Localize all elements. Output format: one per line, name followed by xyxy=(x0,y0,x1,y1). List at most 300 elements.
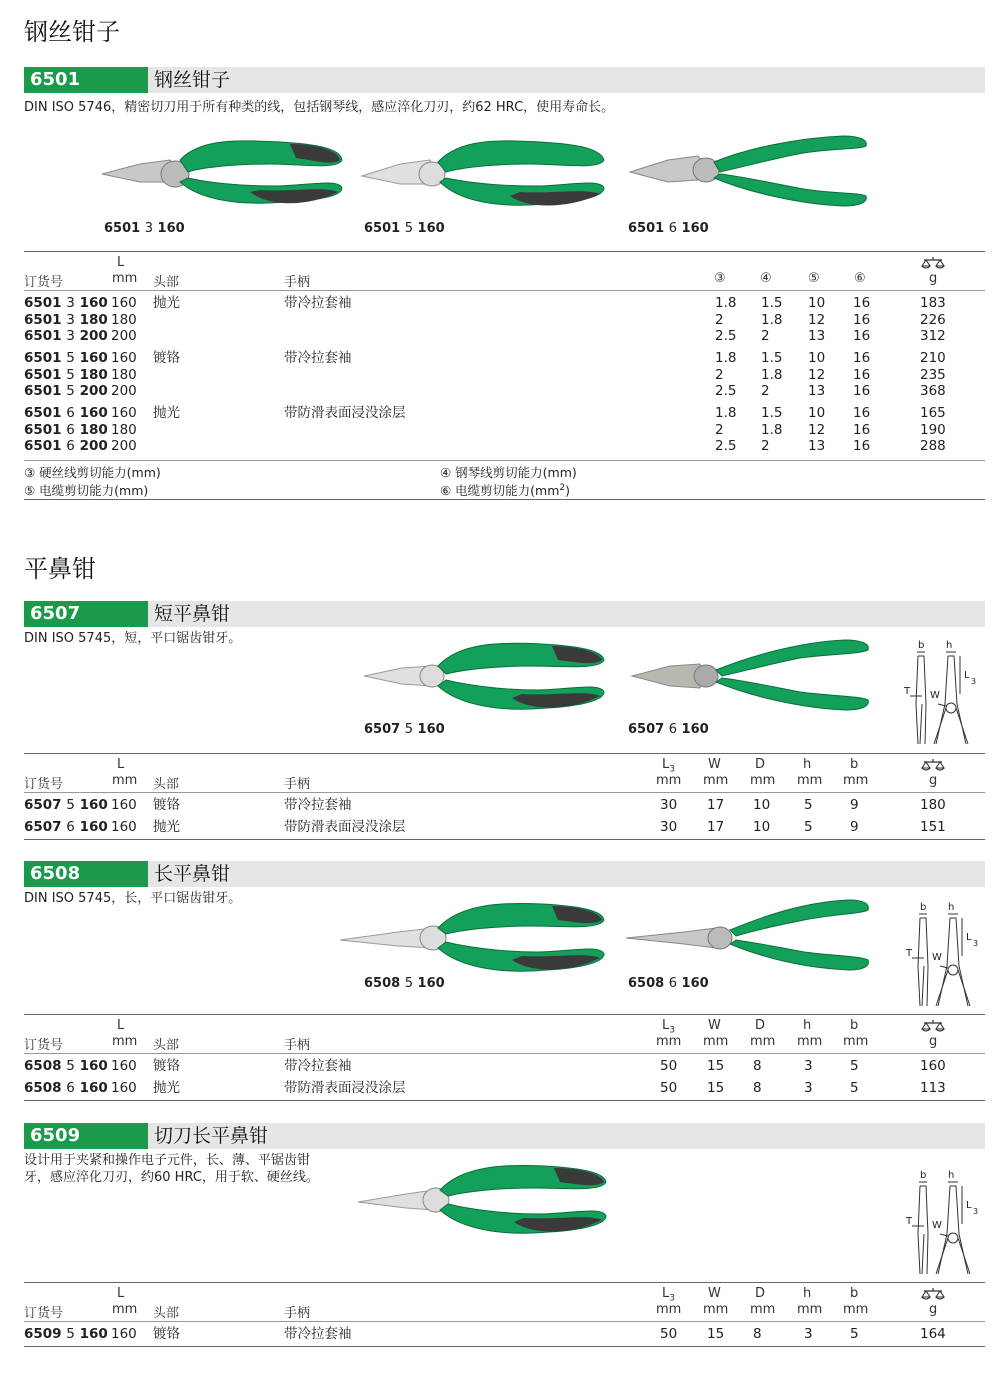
product-description: DIN ISO 5745，短，平口锯齿钳牙。 xyxy=(24,631,242,646)
order-number-prefix: 6507 xyxy=(24,819,62,835)
capacity-cable-mm: 12 xyxy=(808,422,826,438)
value-D: 10 xyxy=(753,797,771,813)
header-unit-mm: mm xyxy=(656,1034,682,1049)
order-number-size: 160 xyxy=(79,350,108,366)
scale-icon xyxy=(921,758,945,772)
order-number-size: 160 xyxy=(79,405,108,421)
header-b: b xyxy=(850,1018,859,1033)
value-L3: 50 xyxy=(660,1080,678,1096)
diagram-label-b: b xyxy=(920,902,927,913)
header-b: b xyxy=(850,757,859,772)
value-L3: 50 xyxy=(660,1326,678,1342)
weight-value: 113 xyxy=(920,1080,946,1096)
order-number-size: 180 xyxy=(79,367,108,383)
header-weight: g xyxy=(929,1302,938,1317)
order-number-variant: 3 xyxy=(66,328,75,344)
header-L: L xyxy=(117,255,125,270)
head-finish: 镀铬 xyxy=(153,350,180,366)
capacity-cable-mm: 10 xyxy=(808,405,826,421)
capacity-cable-mm: 12 xyxy=(808,367,826,383)
length-value: 160 xyxy=(111,405,137,421)
diagram-label-b: b xyxy=(918,640,925,651)
value-W: 15 xyxy=(707,1080,725,1096)
header-rule xyxy=(24,290,985,291)
value-L3: 50 xyxy=(660,1058,678,1074)
value-h: 3 xyxy=(804,1058,813,1074)
weight-value: 226 xyxy=(920,312,946,328)
pliers-image xyxy=(360,130,610,215)
order-number xyxy=(24,438,108,455)
section-title-wire-pliers: 钢丝钳子 xyxy=(24,18,120,46)
order-number-prefix: 6508 xyxy=(24,1080,62,1096)
dimension-diagram-drawing xyxy=(910,906,990,1006)
value-D: 10 xyxy=(753,819,771,835)
order-number-prefix: 6509 xyxy=(24,1326,62,1342)
order-number-variant: 6 xyxy=(66,405,75,421)
product-number: 6508 xyxy=(24,861,148,887)
header-col-5: ⑤ xyxy=(808,271,820,286)
capacity-cable-mm2: 16 xyxy=(853,383,871,399)
header-unit-mm: mm xyxy=(843,1302,869,1317)
scale-icon xyxy=(921,256,945,270)
order-number xyxy=(24,819,108,836)
product-description: DIN ISO 5745，长，平口锯齿钳牙。 xyxy=(24,891,242,906)
order-number-variant: 5 xyxy=(66,1058,75,1074)
order-number-size: 160 xyxy=(79,797,108,813)
capacity-cable-mm2: 16 xyxy=(853,367,871,383)
order-number-size: 160 xyxy=(79,1326,108,1342)
header-head: 头部 xyxy=(153,275,180,290)
order-number xyxy=(24,312,108,329)
capacity-cable-mm: 13 xyxy=(808,328,826,344)
product-description-line-1: 设计用于夹紧和操作电子元件，长、薄、平锯齿钳 xyxy=(24,1153,311,1168)
diagram-label-L3-sub: 3 xyxy=(973,939,979,948)
order-number xyxy=(24,367,108,384)
order-number-size: 200 xyxy=(79,383,108,399)
header-unit-mm: mm xyxy=(656,1302,682,1317)
weight-value: 190 xyxy=(920,422,946,438)
head-finish: 镀铬 xyxy=(153,1326,180,1342)
order-number-variant: 5 xyxy=(66,367,75,383)
order-number-size: 160 xyxy=(79,295,108,311)
header-L3-letter: L xyxy=(662,1286,670,1301)
capacity-cable-mm2: 16 xyxy=(853,438,871,454)
value-b: 9 xyxy=(850,797,859,813)
order-number-size: 160 xyxy=(79,1080,108,1096)
order-number xyxy=(24,1080,108,1097)
product-name: 切刀长平鼻钳 xyxy=(154,1125,269,1147)
order-number-size: 180 xyxy=(79,422,108,438)
length-value: 160 xyxy=(111,797,137,813)
order-number-variant: 6 xyxy=(66,1080,75,1096)
handle-type: 带防滑表面浸没涂层 xyxy=(284,819,406,835)
length-value: 180 xyxy=(111,422,137,438)
capacity-hard-wire: 1.8 xyxy=(715,295,737,311)
product-bar-6501 xyxy=(24,67,985,93)
product-name: 长平鼻钳 xyxy=(154,863,231,885)
product-number: 6507 xyxy=(24,601,148,627)
value-D: 8 xyxy=(753,1326,762,1342)
diagram-label-L3-sub: 3 xyxy=(973,1207,979,1216)
diagram-label-L: L xyxy=(966,932,972,943)
product-name: 短平鼻钳 xyxy=(154,603,231,625)
order-number-prefix: 6507 xyxy=(24,797,62,813)
order-number-prefix: 6501 xyxy=(24,405,62,421)
header-L3-sub: 3 xyxy=(669,764,675,775)
capacity-cable-mm: 10 xyxy=(808,350,826,366)
header-unit-mm: mm xyxy=(703,1302,729,1317)
capacity-piano-wire: 1.8 xyxy=(761,422,783,438)
capacity-piano-wire: 2 xyxy=(761,383,770,399)
header-unit-mm: mm xyxy=(656,773,682,788)
header-order-number: 订货号 xyxy=(24,1038,64,1053)
header-weight: g xyxy=(929,1034,938,1049)
diagram-label-T: T xyxy=(904,686,911,697)
handle-type: 带冷拉套袖 xyxy=(284,1326,352,1342)
capacity-cable-mm2: 16 xyxy=(853,405,871,421)
header-W: W xyxy=(708,1286,721,1301)
header-b: b xyxy=(850,1286,859,1301)
header-weight: g xyxy=(929,271,938,286)
diagram-label-W: W xyxy=(930,690,940,701)
head-finish: 抛光 xyxy=(153,405,180,421)
caption-6507-6-160: 6507 6 160 xyxy=(628,722,709,737)
header-L3-letter: L xyxy=(662,757,670,772)
capacity-piano-wire: 2 xyxy=(761,328,770,344)
header-D: D xyxy=(755,1286,766,1301)
capacity-cable-mm2: 16 xyxy=(853,328,871,344)
diagram-label-h: h xyxy=(948,902,955,913)
handle-type: 带防滑表面浸没涂层 xyxy=(284,405,406,421)
value-L3: 30 xyxy=(660,819,678,835)
header-L: L xyxy=(117,1018,125,1033)
length-value: 180 xyxy=(111,312,137,328)
length-value: 160 xyxy=(111,819,137,835)
scale-icon xyxy=(921,1019,945,1033)
pliers-image xyxy=(356,1156,608,1240)
weight-value: 164 xyxy=(920,1326,946,1342)
header-L3 xyxy=(662,757,675,775)
header-order-number: 订货号 xyxy=(24,777,64,792)
header-col-4: ④ xyxy=(760,271,772,286)
capacity-hard-wire: 2.5 xyxy=(715,383,737,399)
header-h: h xyxy=(803,1286,812,1301)
value-b: 5 xyxy=(850,1058,859,1074)
capacity-cable-mm: 13 xyxy=(808,383,826,399)
header-unit-mm: mm xyxy=(843,773,869,788)
order-number-variant: 5 xyxy=(66,350,75,366)
capacity-cable-mm2: 16 xyxy=(853,312,871,328)
order-number-prefix: 6508 xyxy=(24,1058,62,1074)
order-number xyxy=(24,1058,108,1075)
order-number-variant: 5 xyxy=(66,1326,75,1342)
weight-value: 160 xyxy=(920,1058,946,1074)
handle-type: 带冷拉套袖 xyxy=(284,295,352,311)
weight-value: 183 xyxy=(920,295,946,311)
dimension-diagram-drawing xyxy=(910,1174,990,1274)
header-unit-mm: mm xyxy=(750,773,776,788)
capacity-piano-wire: 1.5 xyxy=(761,405,783,421)
length-value: 180 xyxy=(111,367,137,383)
section-title-flat-nose-pliers: 平鼻钳 xyxy=(24,555,96,583)
order-number xyxy=(24,422,108,439)
length-value: 160 xyxy=(111,1080,137,1096)
product-bar-6507 xyxy=(24,601,985,627)
order-number-variant: 3 xyxy=(66,295,75,311)
order-number-prefix: 6501 xyxy=(24,422,62,438)
diagram-label-h: h xyxy=(946,640,953,651)
order-number-variant: 3 xyxy=(66,312,75,328)
order-number-variant: 5 xyxy=(66,797,75,813)
caption-6508-6-160: 6508 6 160 xyxy=(628,976,709,991)
weight-value: 165 xyxy=(920,405,946,421)
header-mm: mm xyxy=(112,773,138,788)
footnote-6: ⑥ 电缆剪切能力$(mm^2)$ xyxy=(440,482,571,498)
order-number-variant: 6 xyxy=(66,819,75,835)
header-unit-mm: mm xyxy=(797,773,823,788)
table-bottom-rule xyxy=(24,499,985,500)
table-bottom-rule xyxy=(24,839,985,840)
product-number: 6509 xyxy=(24,1123,148,1149)
value-h: 5 xyxy=(804,797,813,813)
value-W: 15 xyxy=(707,1058,725,1074)
value-D: 8 xyxy=(753,1058,762,1074)
product-name: 钢丝钳子 xyxy=(154,69,231,91)
pliers-image xyxy=(338,896,608,976)
head-finish: 抛光 xyxy=(153,295,180,311)
capacity-hard-wire: 2 xyxy=(715,422,724,438)
header-col-6: ⑥ xyxy=(854,271,866,286)
header-D: D xyxy=(755,1018,766,1033)
caption-6507-5-160: 6507 5 160 xyxy=(364,722,445,737)
order-number-size: 160 xyxy=(79,819,108,835)
pliers-image xyxy=(624,896,874,976)
diagram-label-W: W xyxy=(932,1220,942,1231)
order-number-variant: 6 xyxy=(66,422,75,438)
header-unit-mm: mm xyxy=(750,1302,776,1317)
order-number xyxy=(24,383,108,400)
order-number-prefix: 6501 xyxy=(24,328,62,344)
capacity-piano-wire: 1.8 xyxy=(761,367,783,383)
scale-icon xyxy=(921,1287,945,1301)
caption-6501-6-160: 6501 6 160 xyxy=(628,221,709,236)
header-W: W xyxy=(708,1018,721,1033)
table-top-rule xyxy=(24,1014,985,1015)
head-finish: 镀铬 xyxy=(153,1058,180,1074)
capacity-cable-mm: 10 xyxy=(808,295,826,311)
header-head: 头部 xyxy=(153,1038,180,1053)
header-rule xyxy=(24,792,985,793)
header-L3-sub: 3 xyxy=(669,1293,675,1304)
capacity-hard-wire: 2.5 xyxy=(715,438,737,454)
length-value: 160 xyxy=(111,1058,137,1074)
pliers-image xyxy=(628,130,873,215)
caption-6508-5-160: 6508 5 160 xyxy=(364,976,445,991)
capacity-piano-wire: 1.5 xyxy=(761,295,783,311)
value-D: 8 xyxy=(753,1080,762,1096)
header-L: L xyxy=(117,1286,125,1301)
length-value: 200 xyxy=(111,383,137,399)
header-rule xyxy=(24,1321,985,1322)
footnote-5: ⑤ 电缆剪切能力(mm) xyxy=(24,483,149,498)
order-number-prefix: 6501 xyxy=(24,312,62,328)
length-value: 160 xyxy=(111,295,137,311)
table-top-rule xyxy=(24,1282,985,1283)
header-unit-mm: mm xyxy=(797,1034,823,1049)
head-finish: 抛光 xyxy=(153,1080,180,1096)
value-b: 5 xyxy=(850,1080,859,1096)
product-number: 6501 xyxy=(24,67,148,93)
header-L3 xyxy=(662,1018,675,1036)
value-W: 15 xyxy=(707,1326,725,1342)
capacity-cable-mm2: 16 xyxy=(853,422,871,438)
order-number-variant: 6 xyxy=(66,438,75,454)
value-L3: 30 xyxy=(660,797,678,813)
value-W: 17 xyxy=(707,797,725,813)
capacity-hard-wire: 1.8 xyxy=(715,405,737,421)
header-h: h xyxy=(803,757,812,772)
order-number-variant: 5 xyxy=(66,383,75,399)
capacity-piano-wire: 2 xyxy=(761,438,770,454)
capacity-cable-mm: 13 xyxy=(808,438,826,454)
header-D: D xyxy=(755,757,766,772)
header-unit-mm: mm xyxy=(703,1034,729,1049)
head-finish: 抛光 xyxy=(153,819,180,835)
header-handle: 手柄 xyxy=(284,1306,311,1321)
capacity-piano-wire: 1.5 xyxy=(761,350,783,366)
header-col-3: ③ xyxy=(714,271,726,286)
caption-6501-3-160: 6501 3 160 xyxy=(104,221,185,236)
header-head: 头部 xyxy=(153,1306,180,1321)
order-number-prefix: 6501 xyxy=(24,383,62,399)
handle-type: 带防滑表面浸没涂层 xyxy=(284,1080,406,1096)
diagram-label-L: L xyxy=(964,670,970,681)
weight-value: 368 xyxy=(920,383,946,399)
header-head: 头部 xyxy=(153,777,180,792)
length-value: 160 xyxy=(111,1326,137,1342)
header-W: W xyxy=(708,757,721,772)
weight-value: 235 xyxy=(920,367,946,383)
diagram-label-L3-sub: 3 xyxy=(971,677,977,686)
header-L3 xyxy=(662,1286,675,1304)
weight-value: 180 xyxy=(920,797,946,813)
footnote-3: ③ 硬丝线剪切能力(mm) xyxy=(24,465,161,480)
capacity-piano-wire: 1.8 xyxy=(761,312,783,328)
order-number-size: 160 xyxy=(79,1058,108,1074)
dimension-diagram-drawing xyxy=(908,644,988,744)
diagram-label-T: T xyxy=(906,948,913,959)
value-b: 9 xyxy=(850,819,859,835)
order-number-prefix: 6501 xyxy=(24,367,62,383)
header-handle: 手柄 xyxy=(284,777,311,792)
table-bottom-rule xyxy=(24,1100,985,1101)
head-finish: 镀铬 xyxy=(153,797,180,813)
length-value: 200 xyxy=(111,328,137,344)
length-value: 200 xyxy=(111,438,137,454)
order-number xyxy=(24,797,108,814)
product-description-line-2: 牙，感应淬化刀刃，约60 HRC，用于软、硬丝线。 xyxy=(24,1170,319,1185)
header-h: h xyxy=(803,1018,812,1033)
order-number-prefix: 6501 xyxy=(24,350,62,366)
capacity-cable-mm: 12 xyxy=(808,312,826,328)
diagram-label-h: h xyxy=(948,1170,955,1181)
weight-value: 210 xyxy=(920,350,946,366)
order-number-size: 200 xyxy=(79,328,108,344)
product-bar-6508 xyxy=(24,861,985,887)
header-unit-mm: mm xyxy=(703,773,729,788)
weight-value: 151 xyxy=(920,819,946,835)
diagram-label-b: b xyxy=(920,1170,927,1181)
handle-type: 带冷拉套袖 xyxy=(284,797,352,813)
order-number xyxy=(24,350,108,367)
value-h: 3 xyxy=(804,1326,813,1342)
header-unit-mm: mm xyxy=(843,1034,869,1049)
pliers-image xyxy=(362,636,607,716)
pliers-image xyxy=(100,130,345,215)
value-b: 5 xyxy=(850,1326,859,1342)
header-handle: 手柄 xyxy=(284,1038,311,1053)
product-bar-6509 xyxy=(24,1123,985,1149)
header-L3-letter: L xyxy=(662,1018,670,1033)
header-rule xyxy=(24,1053,985,1054)
table-top-rule xyxy=(24,753,985,754)
header-unit-mm: mm xyxy=(750,1034,776,1049)
order-number xyxy=(24,405,108,422)
footnote-4: ④ 钢琴线剪切能力(mm) xyxy=(440,465,577,480)
length-value: 160 xyxy=(111,350,137,366)
value-W: 17 xyxy=(707,819,725,835)
capacity-hard-wire: 1.8 xyxy=(715,350,737,366)
header-unit-mm: mm xyxy=(797,1302,823,1317)
header-handle: 手柄 xyxy=(284,275,311,290)
order-number-prefix: 6501 xyxy=(24,438,62,454)
header-mm: mm xyxy=(112,1302,138,1317)
value-h: 5 xyxy=(804,819,813,835)
capacity-hard-wire: 2 xyxy=(715,312,724,328)
capacity-cable-mm2: 16 xyxy=(853,295,871,311)
diagram-label-W: W xyxy=(932,952,942,963)
header-order-number: 订货号 xyxy=(24,275,64,290)
handle-type: 带冷拉套袖 xyxy=(284,1058,352,1074)
order-number xyxy=(24,1326,108,1343)
order-number-prefix: 6501 xyxy=(24,295,62,311)
capacity-hard-wire: 2 xyxy=(715,367,724,383)
value-h: 3 xyxy=(804,1080,813,1096)
diagram-label-T: T xyxy=(906,1216,913,1227)
weight-value: 288 xyxy=(920,438,946,454)
diagram-label-L: L xyxy=(966,1200,972,1211)
order-number-size: 180 xyxy=(79,312,108,328)
caption-6501-5-160: 6501 5 160 xyxy=(364,221,445,236)
table-bottom-rule xyxy=(24,1346,985,1347)
footnote-rule xyxy=(24,460,985,461)
header-mm: mm xyxy=(112,1034,138,1049)
header-mm: mm xyxy=(112,271,138,286)
product-description: DIN ISO 5746，精密切刀用于所有种类的线，包括钢琴线，感应淬化刀刃，约62 HRC，使用寿命长。 xyxy=(24,100,615,115)
pliers-image xyxy=(630,636,875,716)
capacity-hard-wire: 2.5 xyxy=(715,328,737,344)
order-number xyxy=(24,295,108,312)
order-number xyxy=(24,328,108,345)
table-top-rule xyxy=(24,251,985,252)
weight-value: 312 xyxy=(920,328,946,344)
header-L: L xyxy=(117,757,125,772)
header-order-number: 订货号 xyxy=(24,1306,64,1321)
handle-type: 带冷拉套袖 xyxy=(284,350,352,366)
capacity-cable-mm2: 16 xyxy=(853,350,871,366)
order-number-size: 200 xyxy=(79,438,108,454)
header-weight: g xyxy=(929,773,938,788)
